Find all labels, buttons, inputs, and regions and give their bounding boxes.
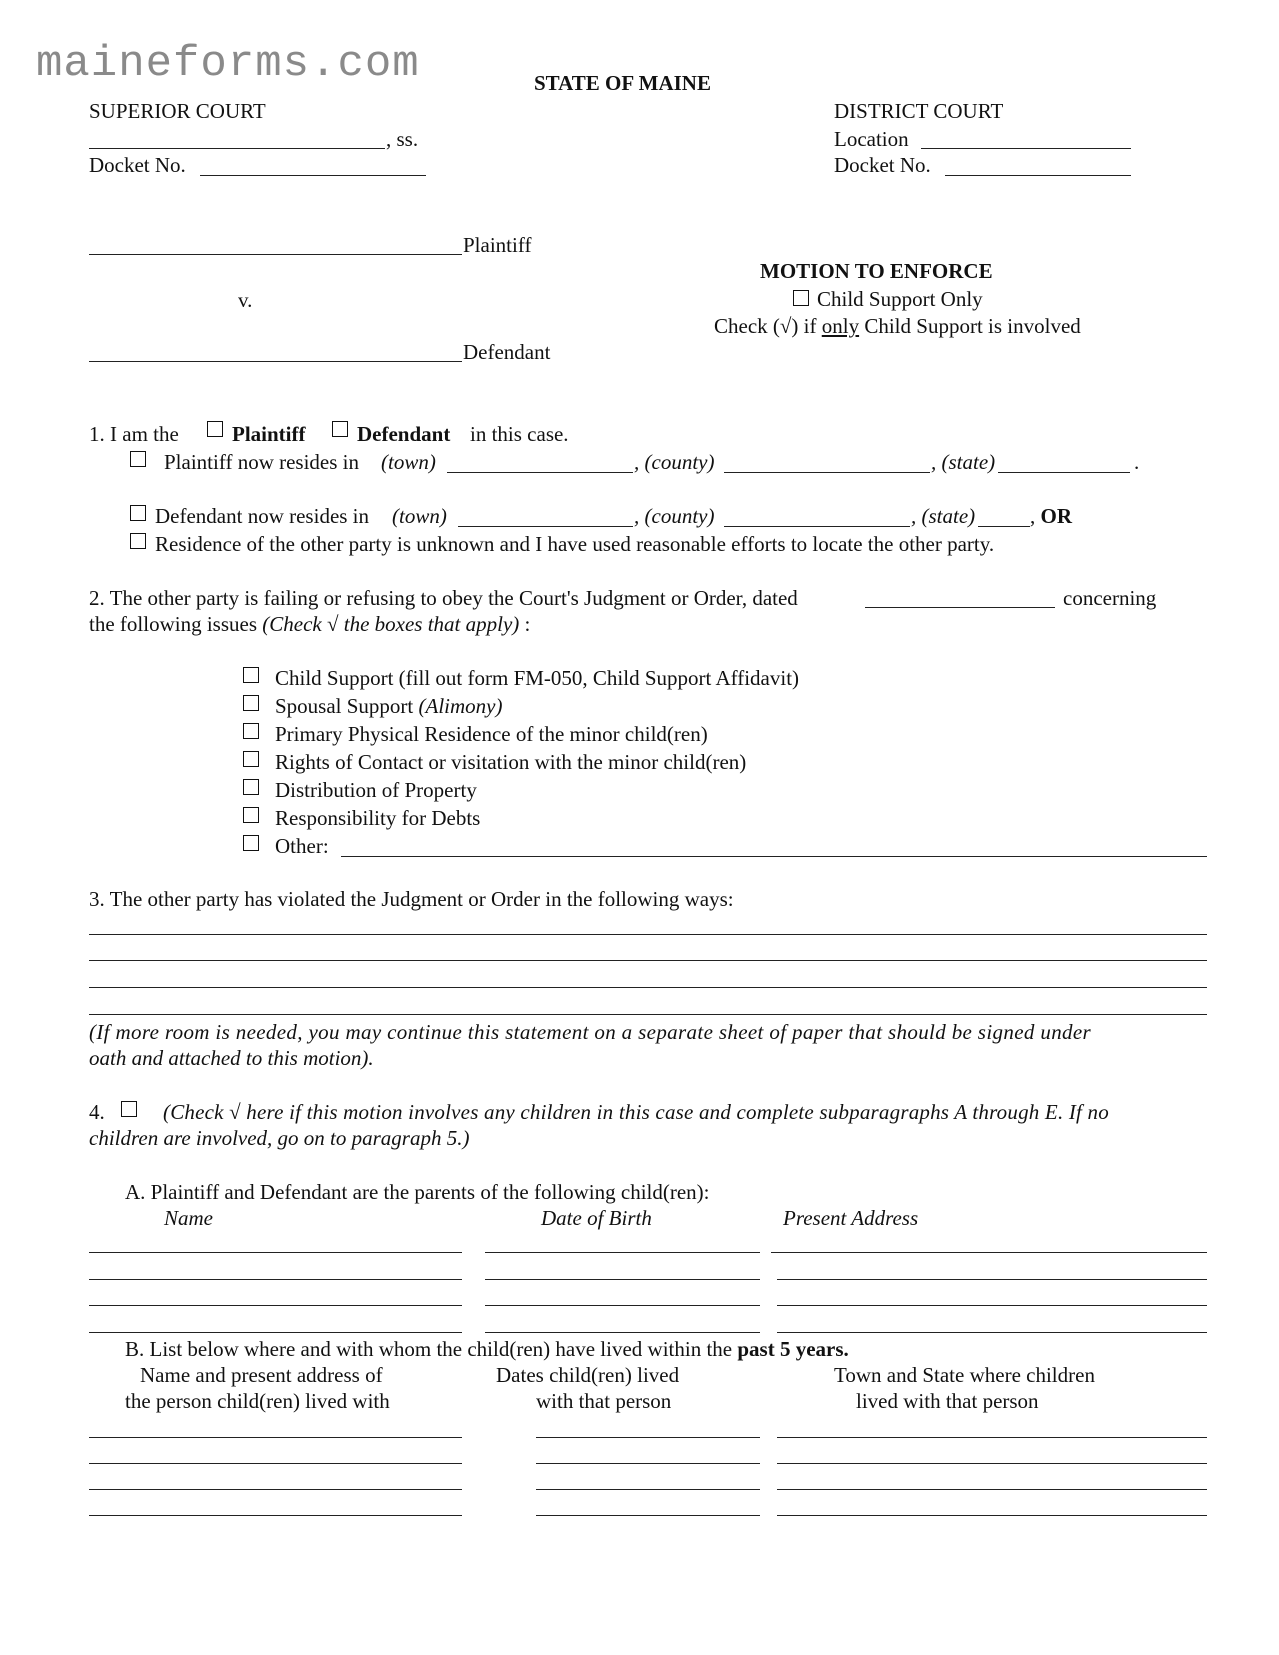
col-address-header: Present Address	[783, 1206, 919, 1230]
col2-header-a: Dates child(ren) lived	[496, 1363, 680, 1387]
child-name-line[interactable]	[89, 1279, 462, 1280]
ss-label: , ss.	[386, 127, 419, 151]
in-this-case-label: in this case.	[470, 422, 569, 446]
violation-line-4[interactable]	[89, 1014, 1207, 1015]
versus-label: v.	[238, 288, 253, 312]
plaintiff-resides-checkbox[interactable]	[130, 451, 146, 467]
defendant-or-label: , OR	[1030, 504, 1072, 528]
p4-note-a: (Check √ here if this motion involves any children in this case and complete subparagraphs A through E. If no	[163, 1100, 1109, 1124]
plaintiff-role-checkbox[interactable]	[207, 421, 223, 437]
defendant-town-line[interactable]	[458, 526, 633, 527]
district-court-label: DISTRICT COURT	[834, 99, 1004, 123]
col1-header-b: the person child(ren) lived with	[125, 1389, 390, 1413]
plaintiff-period: .	[1134, 450, 1140, 474]
docket-right-line[interactable]	[945, 175, 1131, 176]
motion-title: MOTION TO ENFORCE	[760, 259, 993, 283]
p2-text-a: 2. The other party is failing or refusing to obey the Court's Judgment or Order, dated	[89, 586, 798, 610]
issue-contact-label: Rights of Contact or visitation with the minor child(ren)	[275, 750, 747, 774]
issue-other-checkbox[interactable]	[243, 835, 259, 851]
check-instruction: Check (√) if only Child Support is involved	[714, 314, 1081, 338]
p4b-text: B. List below where and with whom the child(ren) have lived within the past 5 years.	[125, 1337, 849, 1361]
defendant-resides-checkbox[interactable]	[130, 505, 146, 521]
defendant-state-label: , (state)	[911, 504, 976, 528]
p4a-text: A. Plaintiff and Defendant are the parents of the following child(ren):	[125, 1180, 710, 1204]
residence-unknown-label: Residence of the other party is unknown and I have used reasonable efforts to locate the other party.	[155, 532, 995, 556]
plaintiff-county-label: , (county)	[634, 450, 715, 474]
lived-town-line[interactable]	[777, 1489, 1207, 1490]
col3-header-b: lived with that person	[856, 1389, 1039, 1413]
issue-child-support-label: Child Support (fill out form FM-050, Child Support Affidavit)	[275, 666, 800, 690]
child-name-line[interactable]	[89, 1305, 462, 1306]
defendant-caption: Defendant	[463, 340, 551, 364]
child-address-line[interactable]	[777, 1279, 1207, 1280]
issue-spousal-support-label: Spousal Support (Alimony)	[275, 694, 503, 718]
lived-with-line[interactable]	[89, 1489, 462, 1490]
p2-concerning: concerning	[1063, 586, 1157, 610]
issue-debts-checkbox[interactable]	[243, 807, 259, 823]
child-address-line[interactable]	[777, 1305, 1207, 1306]
plaintiff-county-line[interactable]	[724, 472, 930, 473]
lived-town-line[interactable]	[777, 1437, 1207, 1438]
col2-header-b: with that person	[536, 1389, 672, 1413]
violation-line-1[interactable]	[89, 934, 1207, 935]
issue-property-checkbox[interactable]	[243, 779, 259, 795]
issue-spousal-support-checkbox[interactable]	[243, 695, 259, 711]
defendant-role-checkbox[interactable]	[332, 421, 348, 437]
p3-note-a: (If more room is needed, you may continue this statement on a separate sheet of paper that should be signed under	[89, 1020, 1092, 1044]
watermark: maineforms.com	[36, 39, 420, 89]
plaintiff-state-line[interactable]	[998, 472, 1130, 473]
lived-with-line[interactable]	[89, 1463, 462, 1464]
defendant-state-line[interactable]	[978, 526, 1030, 527]
docket-right-label: Docket No.	[834, 153, 931, 177]
plaintiff-town-line[interactable]	[447, 472, 633, 473]
lived-town-line[interactable]	[777, 1515, 1207, 1516]
child-dob-line[interactable]	[485, 1279, 760, 1280]
col3-header-a: Town and State where children	[834, 1363, 1095, 1387]
issue-residence-label: Primary Physical Residence of the minor child(ren)	[275, 722, 708, 746]
issue-residence-checkbox[interactable]	[243, 723, 259, 739]
child-dob-line[interactable]	[485, 1305, 760, 1306]
child-name-line[interactable]	[89, 1252, 462, 1253]
violation-line-2[interactable]	[89, 960, 1207, 961]
child-support-only-label: Child Support Only	[817, 287, 983, 311]
child-dob-line[interactable]	[485, 1332, 760, 1333]
defendant-county-line[interactable]	[724, 526, 910, 527]
child-support-only-checkbox[interactable]	[793, 290, 809, 306]
docket-left-label: Docket No.	[89, 153, 186, 177]
p2-text-b: the following issues (Check √ the boxes that apply) :	[89, 612, 531, 636]
col-name-header: Name	[164, 1206, 213, 1230]
issue-debts-label: Responsibility for Debts	[275, 806, 481, 830]
order-date-line[interactable]	[865, 607, 1055, 608]
lived-with-line[interactable]	[89, 1437, 462, 1438]
defendant-line[interactable]	[89, 361, 462, 362]
defendant-county-label: , (county)	[634, 504, 715, 528]
lived-with-line[interactable]	[89, 1515, 462, 1516]
issue-other-label: Other:	[275, 834, 329, 858]
violation-line-3[interactable]	[89, 987, 1207, 988]
plaintiff-resides-label: Plaintiff now resides in	[164, 450, 360, 474]
p1-i-am-the: 1. I am the	[89, 422, 179, 446]
col1-header-a: Name and present address of	[140, 1363, 383, 1387]
p4-note-b: children are involved, go on to paragraph 5.)	[89, 1126, 470, 1150]
residence-unknown-checkbox[interactable]	[130, 533, 146, 549]
col-dob-header: Date of Birth	[541, 1206, 652, 1230]
defendant-resides-label: Defendant now resides in	[155, 504, 370, 528]
state-title: STATE OF MAINE	[534, 71, 711, 95]
issue-other-line[interactable]	[341, 856, 1207, 857]
plaintiff-caption: Plaintiff	[463, 233, 532, 257]
superior-court-label: SUPERIOR COURT	[89, 99, 266, 123]
defendant-role-label: Defendant	[357, 422, 451, 446]
lived-dates-line[interactable]	[536, 1437, 760, 1438]
issue-contact-checkbox[interactable]	[243, 751, 259, 767]
docket-left-line[interactable]	[200, 175, 426, 176]
lived-town-line[interactable]	[777, 1463, 1207, 1464]
issue-child-support-checkbox[interactable]	[243, 667, 259, 683]
location-label: Location	[834, 127, 909, 151]
county-line[interactable]	[89, 148, 385, 149]
p3-text: 3. The other party has violated the Judgment or Order in the following ways:	[89, 887, 734, 911]
p3-note-b: oath and attached to this motion).	[89, 1046, 374, 1070]
plaintiff-town-label: (town)	[381, 450, 436, 474]
lived-dates-line[interactable]	[536, 1489, 760, 1490]
child-address-line[interactable]	[771, 1252, 1207, 1253]
defendant-town-label: (town)	[392, 504, 447, 528]
plaintiff-line[interactable]	[89, 254, 462, 255]
lived-dates-line[interactable]	[536, 1463, 760, 1464]
location-line[interactable]	[921, 148, 1131, 149]
plaintiff-role-label: Plaintiff	[232, 422, 306, 446]
issue-property-label: Distribution of Property	[275, 778, 477, 802]
child-dob-line[interactable]	[485, 1252, 760, 1253]
child-name-line[interactable]	[89, 1332, 462, 1333]
child-address-line[interactable]	[777, 1332, 1207, 1333]
plaintiff-state-label: , (state)	[931, 450, 996, 474]
p4-number: 4.	[89, 1100, 105, 1124]
lived-dates-line[interactable]	[536, 1515, 760, 1516]
children-involved-checkbox[interactable]	[121, 1101, 137, 1117]
